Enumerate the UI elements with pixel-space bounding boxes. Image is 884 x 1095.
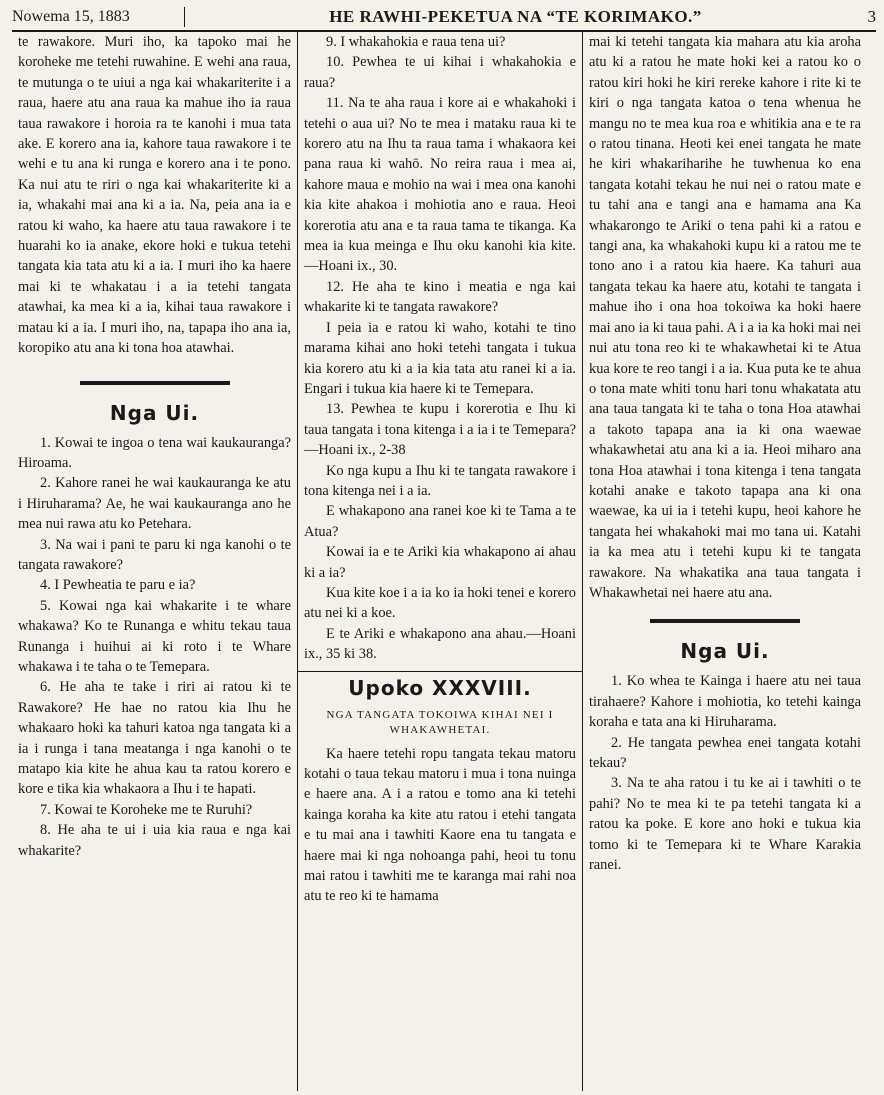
article-paragraph: mai ki tetehi tangata kia mahara atu kia aroha atu ki a ratou he mate hoki kei a ratou ko o ratou kiri hoki he kiri rereke kahore i rite ki te kiri o nga tangata katoa o tena whenua he mangu no te mea kua roa e whitikia ana e te ra o ratou tinana. Heoti kei enei tangata he mate he kiri whakariharihe he tuwhenua ko ena tangata kotahi tekau he nui nei o ratou mate e tu tahi ana e tangi ana e hamama ana Ka whakarongo te Ariki o tena pahi ki a ratou e tangi ana, ka whakahoki kupu ki a ratou me te tono ano i a ratou kia haere. Ka tahuri aua tangata tekau ka haere atu, kotahi te tangata i mahue iho i ona hoa tokoiwa ka hoki haere mai ano ia ki taua pahi. A i a ia ka hoki mai nei nui atu tona reo ki te whakawhetai ki te Atua kua kore te reo tangi i a ia. Kua puta ke te ahua o tona mate whiti tonu hari tonu whakatata atu ana taua tangata ki te taha o tona Hoa atawhai a takoto tapapa ana ia ki ona waewae whakawhetai atu ana ki a ia. Heoi miharo ana tona Hoa atawhai i tona kitenga i tena tangata kotahi anake e takoto tapapa ana ki ona waewae, ka ui ia i tetehi kupu, heoi kahore he tangata hei whakahoki mai mo tana ui. Katahi ia ka mea atu i tetehi kupu ki te tangata rawakore. Na whakatika ana taua tangata i Whakawhetai nei haere atu ana. [589, 34, 861, 601]
question-item: 11. Na te aha raua i kore ai e whakahoki i tetehi o aua ui? No te mea i mataku raua ki te korero atu na Ihu ta raua tama i whakaora kei pana raua ki wahō. No reira raua i mea ai, kahore maua e mohio na wai i mea ona kanohi kia kite ahakoa i mohiotia ano e raua. Heoi korerotia atu ana e ta raua tama te tikanga. Ka mea ia kua meinga e Ihu oku kanohi kia kite.—Hoani ix., 30. [304, 95, 576, 275]
answer-item: I peia ia e ratou ki waho, kotahi te tino marama kihai ano hoki tetehi tangata i tukua kia korero atu ki a ia kia tata atu ranei ki a ia. Engari i tukua kia haere ki te Temepara. [304, 319, 576, 397]
answer-item: E whakapono ana ranei koe ki te Tama a te Atua? [304, 503, 576, 540]
question-item: 4. I Pewheatia te paru e ia? [40, 577, 196, 594]
question-item: 8. He aha te ui i uia kia raua e nga kai whakarite? [18, 822, 291, 859]
question-item: 3. Na te aha ratou i tu ke ai i tawhiti o te pahi? No te mea ki te pa tetehi tangata ki a ratou ka poke. E kore ano hoki e tukua kia tomo ki te Temepara ki te Whare Karakia ranei. [589, 775, 861, 874]
question-item: 9. I whakahokia e raua tena ui? [326, 34, 506, 50]
section-divider [650, 619, 800, 623]
article-paragraph: Ka haere tetehi ropu tangata tekau matoru kotahi o taua tekau matoru i mua i tona nuinga e haere ana. A i a ratou e tomo ana ki tetehi kainga koraha ka kite atu ratou i etehi tangata e tu mai ana i tawhiti Kaore ena tu tangata e haere mai ki nga nohoanga pahi, heoi tu tonu mai ratou i tawhiti me te karanga mai rahi noa atu te reo ki te hamama [304, 745, 576, 905]
column-2 [297, 32, 582, 1091]
question-item: 7. Kowai te Koroheke me te Ruruhi? [40, 801, 253, 818]
issue-date: Nowema 15, 1883 [12, 8, 130, 25]
answer-item: Ko nga kupu a Ihu ki te tangata rawakore i tona kitenga nei i a ia. [304, 462, 576, 499]
question-item: 12. He aha te kino i meatia e nga kai whakarite ki te tangata rawakore? [304, 278, 576, 316]
question-item: 10. Pewhea te ui kihai i whakahokia e raua? [304, 54, 576, 91]
question-item: 1. Kowai te ingoa o tena wai kaukauranga? Hiroama. [18, 434, 291, 471]
answer-item: E te Ariki e whakapono ana ahau.—Hoani ix., 35 ki 38. [304, 625, 576, 663]
question-item: 2. Kahore ranei he wai kaukauranga ke atu i Hiruharama? Ae, he wai kaukauranga ano he mea nui rawa atu ko Petehara. [18, 475, 291, 533]
column-3 [582, 32, 867, 1091]
page-header [12, 4, 876, 32]
header-bracket [184, 7, 195, 27]
answer-item: Kowai ia e te Ariki kia whakapono ai ahau ki a ia? [304, 544, 576, 581]
question-item: 5. Kowai nga kai whakarite i te whare whakawa? Ko te Runanga e whitu tekau taua Runanga i huihui ai ki roto i te Whare whakawa i te taha o te Temepara. [18, 597, 291, 675]
column-container [12, 32, 876, 1091]
question-item: 2. He tangata pewhea enei tangata kotahi tekau? [589, 734, 861, 771]
question-item: 6. He aha te take i riri ai ratou ki te Rawakore? He hae no ratou kia Ihu he whakaaro hoki ka tahuri katoa nga tangata ki a ia i runga i tana meatanga i nga kanohi o te matapo kia kite he ahua kau ta ratou korero e kore e tika kia whakaora a Ihu i te hapati. [18, 679, 291, 798]
article-paragraph: te rawakore. Muri iho, ka tapoko mai he koroheke me tetehi ruwahine. E wehi ana raua, te mutunga o te uiui a nga kai whakariterite i a raua, haere atu ana raua ka mahue iho ia raua taua rawakore i horoia ra te kanohi i mua tata ake. E korero ana ia, kahore taua rawakore i te wehi e tu ana ki runga e korero ana i te pono. Ka nui atu te riri o nga kai whakariterite ki a ia, whakahi mai ana ki a ia. Na, peia ana ia e ratou ki waho, ka haere atu taua rawakore i te huarahi ko ia anake, ekore hoki e tukua tetehi tangata kia tata atu ki a ia. I muri iho ka haere mai ki te whakatau i a ia tetehi tangata atawhai, ka mea ki a ia, kihai taua rawakore i matau ki a ia. I muri iho, na, tapapa iho ana ia, koropiko atu ana ki tona hoa atawhai. [18, 34, 291, 357]
chapter-divider [298, 671, 582, 672]
chapter-subheading: NGA TANGATA TOKOIWA KIHAI NEI I WHAKAWHETAI. [326, 708, 554, 736]
question-item: 13. Pewhea te kupu i korerotia e Ihu ki taua tangata i tona kitenga i a ia i te Temepara?—Hoani ix., 2-38 [304, 401, 576, 459]
section-heading-questions: Nga Ui. [680, 639, 770, 664]
section-heading-questions: Nga Ui. [109, 400, 200, 425]
page-number: 3 [867, 7, 876, 26]
section-divider [80, 381, 230, 385]
answer-item: Kua kite koe i a ia ko ia hoki tenei e korero atu nei ki a koe. [304, 584, 576, 622]
newspaper-title: HE RAWHI-PEKETUA NA “TE KORIMAKO.” [329, 7, 702, 26]
question-item: 3. Na wai i pani te paru ki nga kanohi o te tangata rawakore? [18, 536, 291, 573]
question-item: 1. Ko whea te Kainga i haere atu nei taua tirahaere? Kahore i mohiotia, ko tetehi kainga koraha e tata ana ki Hiruharama. [589, 673, 861, 731]
column-1 [12, 32, 297, 1091]
chapter-heading: Upoko XXXVIII. [348, 675, 532, 700]
